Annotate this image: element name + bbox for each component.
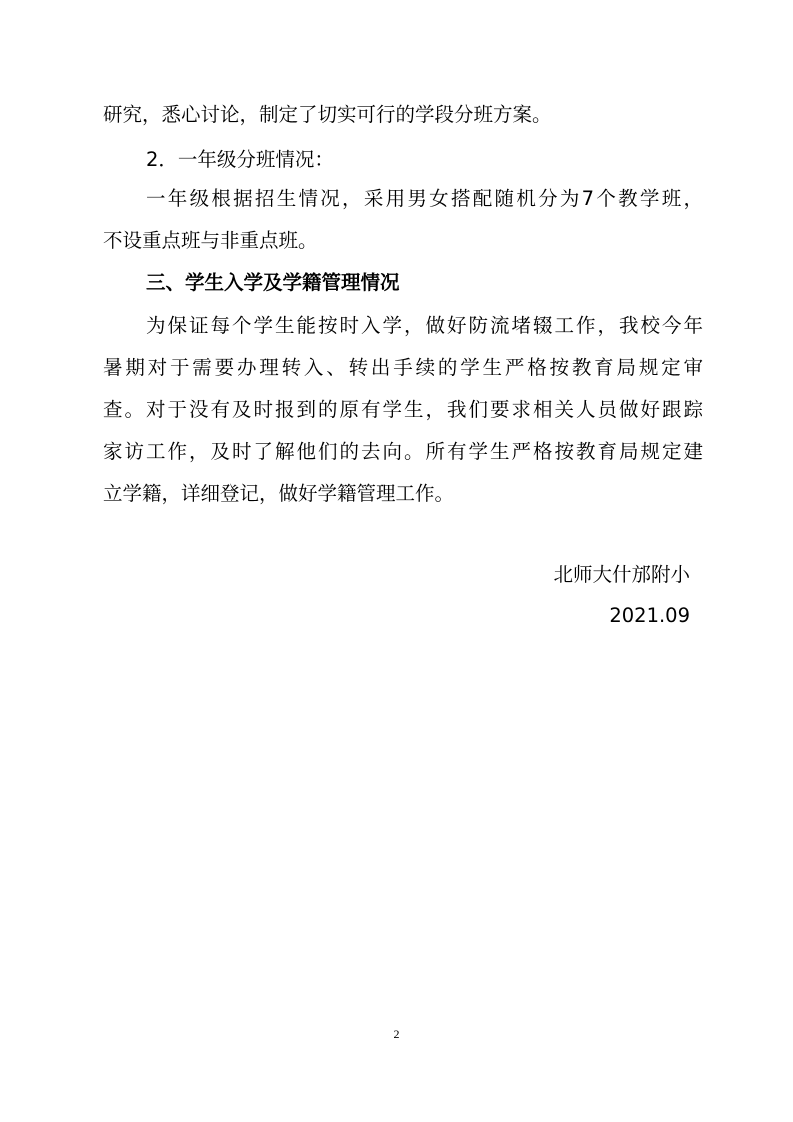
paragraph-line: 不设重点班与非重点班。: [103, 229, 318, 252]
paragraph-line: 为保证每个学生能按时入学，做好防流堵辍工作，我校今年: [146, 314, 703, 337]
paragraph-line: 家访工作，及时了解他们的去向。所有学生严格按教育局规定建: [103, 440, 703, 463]
signature-school: 北师大什邡附小: [553, 563, 690, 586]
paragraph-line: 研究，悉心讨论，制定了切实可行的学段分班方案。: [103, 103, 552, 126]
paragraph-line: 暑期对于需要办理转入、转出手续的学生严格按教育局规定审: [103, 356, 703, 379]
section-heading: 三、学生入学及学籍管理情况: [146, 271, 400, 294]
page-number: 2: [393, 1027, 400, 1041]
paragraph-line: 一年级根据招生情况，采用男女搭配随机分为7个教学班，: [146, 187, 703, 210]
paragraph-line: 查。对于没有及时报到的原有学生，我们要求相关人员做好跟踪: [103, 398, 703, 421]
paragraph-line: 立学籍，详细登记，做好学籍管理工作。: [103, 482, 455, 505]
signature-date: 2021.09: [609, 604, 690, 627]
subsection-title: 2．一年级分班情况：: [146, 148, 334, 171]
